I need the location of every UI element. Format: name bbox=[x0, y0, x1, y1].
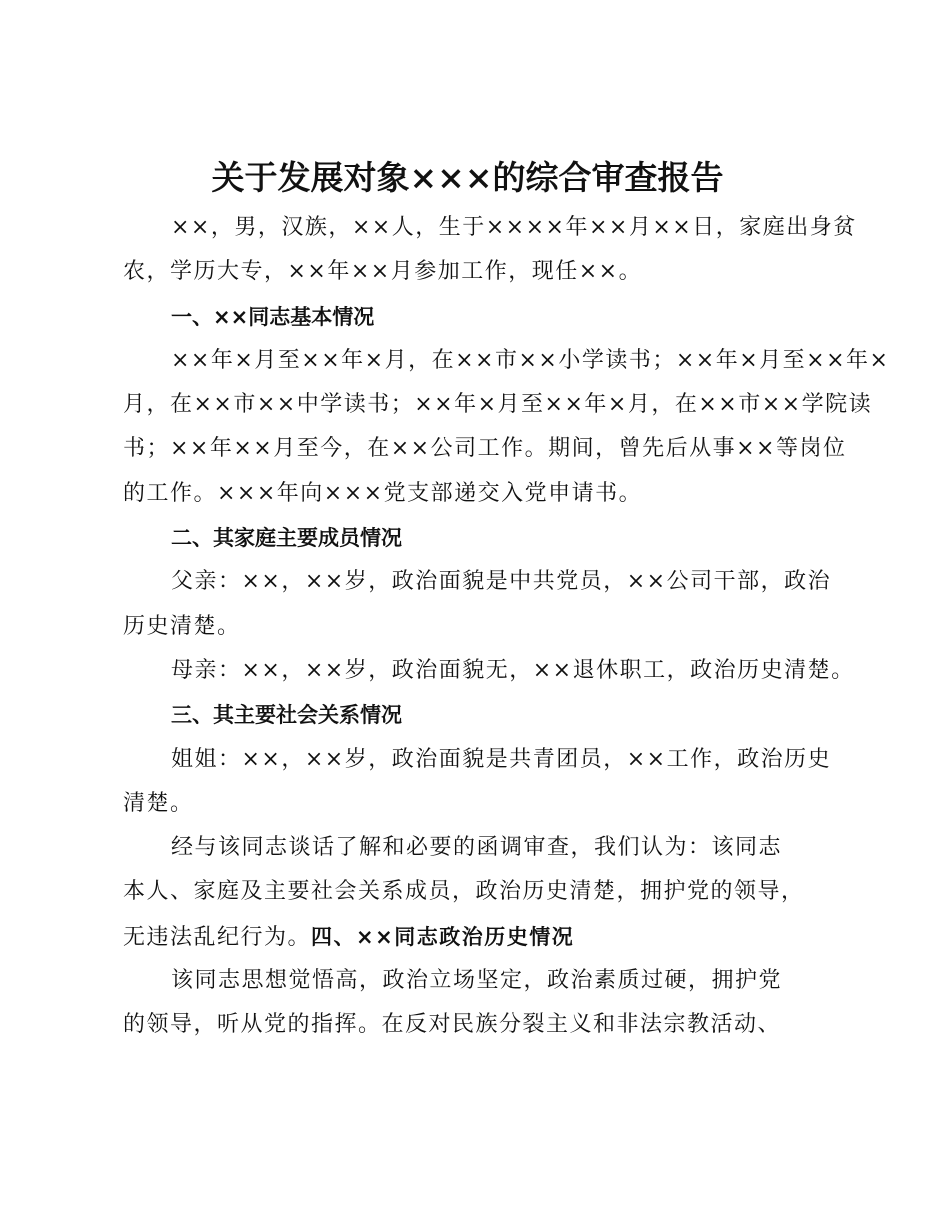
paragraph-line: ××年×月至××年×月，在××市××小学读书；××年×月至××年× bbox=[171, 347, 890, 373]
paragraph-line: 的工作。×××年向×××党支部递交入党申请书。 bbox=[123, 480, 643, 506]
paragraph-line: 本人、家庭及主要社会关系成员，政治历史清楚，拥护党的领导， bbox=[123, 879, 805, 905]
paragraph-line: 月，在××市××中学读书；××年×月至××年×月，在××市××学院读 bbox=[123, 392, 873, 418]
section-heading-political-history: 四、××同志政治历史情况 bbox=[311, 924, 575, 949]
paragraph-line: ××，男，汉族，××人，生于××××年××月××日，家庭出身贫 bbox=[171, 215, 857, 240]
paragraph-line: 的领导，听从党的指挥。在反对民族分裂主义和非法宗教活动、 bbox=[123, 1012, 782, 1038]
section-heading-basic-info: 一、××同志基本情况 bbox=[171, 304, 375, 329]
document-title: 关于发展对象×××的综合审查报告 bbox=[211, 158, 724, 197]
paragraph-line: 姐姐：××，××岁，政治面貌是共青团员，××工作，政治历史 bbox=[171, 746, 832, 772]
paragraph-line: 该同志思想觉悟高，政治立场坚定，政治素质过硬，拥护党 bbox=[171, 968, 783, 994]
section-heading-social-relations: 三、其主要社会关系情况 bbox=[171, 703, 402, 728]
paragraph-line: 父亲：××，××岁，政治面貌是中共党员，××公司干部，政治 bbox=[171, 569, 832, 595]
paragraph-line: 母亲：××，××岁，政治面貌无，××退休职工，政治历史清楚。 bbox=[171, 657, 855, 683]
paragraph-line bbox=[123, 915, 823, 959]
paragraph-text: 无违法乱纪行为。 bbox=[123, 924, 312, 950]
section-heading-family-members: 二、其家庭主要成员情况 bbox=[171, 526, 402, 551]
paragraph-line: 书；××年××月至今，在××公司工作。期间，曾先后从事××等岗位 bbox=[123, 436, 847, 462]
paragraph-line: 清楚。 bbox=[123, 790, 194, 816]
document-body bbox=[123, 206, 890, 1048]
paragraph-line: 历史清楚。 bbox=[123, 613, 241, 639]
paragraph-line: 经与该同志谈话了解和必要的函调审查，我们认为：该同志 bbox=[171, 835, 783, 861]
paragraph-line: 农，学历大专，××年××月参加工作，现任××。 bbox=[123, 259, 643, 285]
